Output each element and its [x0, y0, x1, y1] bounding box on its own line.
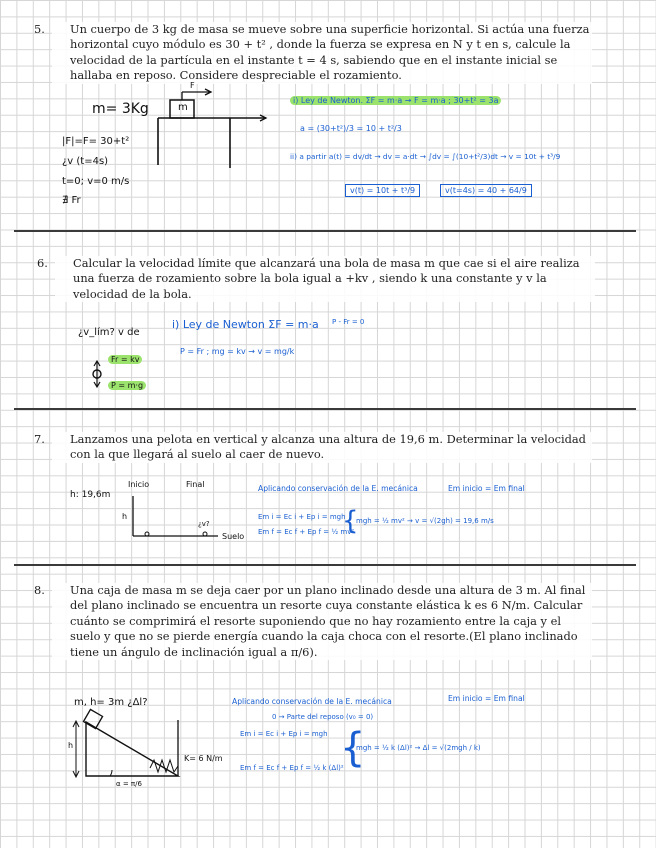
given-velocity: ¿v (t=4s) [62, 156, 109, 167]
p8-em-i: Em i = Ec i + Ep i = mgh [240, 730, 328, 738]
p8-result: mgh = ½ k (Δl)² → Δl = √(2mgh / k) [356, 744, 481, 752]
p7-title: Aplicando conservación de la E. mecánica [258, 484, 418, 493]
divider-2 [14, 408, 636, 410]
problem-number: 5. [34, 22, 45, 36]
incline [86, 722, 178, 776]
p5-result-1: v(t) = 10t + t³/9 [345, 184, 420, 197]
problem-text: Un cuerpo de 3 kg de masa se mueve sobre una superficie horizontal. Si actúa una fuerza horizontal cuyo módulo es 30 + t² , donde la fuerza se expresa en N y t en s, calcule la velocidad de la partícula en el instante t = 4 s, sabiendo que en el instante inicial se hallaba en reposo. Considere despreciable el rozamiento. [70, 22, 590, 83]
given-friction: ∄ Fr [62, 195, 81, 206]
problem-text: Lanzamos una pelota en vertical y alcanza una altura de 19,6 m. Determinar la velocidad con la que llegará al suelo al caer de nuevo. [70, 432, 586, 462]
problem-text: Calcular la velocidad límite que alcanzará una bola de masa m que cae si el aire realiza una fuerza de rozamiento sobre la bola igual a +kv , siendo k una constante y v la velocidad de la bola. [73, 256, 580, 301]
p8-k: K= 6 N/m [184, 754, 223, 763]
p8-title: Aplicando conservación de la E. mecánica [232, 697, 392, 706]
p8-rest: 0 → Parte del reposo (v₀ = 0) [272, 713, 374, 721]
p7-h-label: h [122, 512, 128, 521]
problem-number: 6. [37, 256, 48, 270]
p7-brace: { [342, 506, 359, 536]
p7-inicio: Inicio [128, 480, 150, 489]
ball [93, 370, 101, 378]
p7-em-f: Em f = Ec f + Ep f = ½ mv² [258, 528, 355, 536]
box-label: m [178, 102, 188, 113]
given-initial: t=0; v=0 m/s [62, 176, 130, 187]
p5-step-1b: a = (30+t²)/3 = 10 + t²/3 [300, 124, 402, 133]
p7-suelo: Suelo [222, 532, 245, 541]
p6-fr: Fr = kv [108, 355, 142, 364]
force-label: F [190, 81, 195, 90]
divider-3 [14, 564, 636, 566]
problem-text: Una caja de masa m se deja caer por un plano inclinado desde una altura de 3 m. Al final del plano inclinado se encuentra un resorte cuya constante elástica k es 6 N/m. Calcular cuánto se comprimirá el resorte suponiendo que no hay rozamiento entre la caja y el suelo y que no se pierde energía cuando la caja choca con el resorte.(El plano inclinado tiene un ángulo de inclinación igual a π/6). [70, 583, 586, 659]
p8-given: m, h= 3m ¿Δl? [74, 697, 148, 708]
p5-step-2: ii) a partir a(t) = dv/dt → dv = a·dt → ∫dv = ∫(10+t²/3)dt → v = 10t + t³/9 [290, 152, 561, 161]
problem-number: 8. [34, 583, 45, 597]
p8-alpha: α = π/6 [116, 780, 142, 788]
problem-number: 7. [34, 432, 45, 446]
p8-brace: { [340, 725, 366, 771]
problem-6 [37, 256, 595, 302]
problem-5 [34, 22, 592, 84]
spring [150, 760, 178, 772]
p8-h-label: h [68, 741, 74, 750]
p6-p: P = m·g [108, 381, 146, 390]
p7-em: Em inicio = Em final [448, 484, 525, 493]
p6-step-1: i) Ley de Newton ΣF = m·a [172, 318, 319, 331]
p7-result: mgh = ½ mv² → v = √(2gh) = 19,6 m/s [356, 517, 494, 525]
p8-em-f: Em f = Ec f + Ep f = ½ k (Δl)² [240, 764, 344, 772]
p6-ask: ¿v_lím? v de [78, 327, 140, 338]
p8-em: Em inicio = Em final [448, 694, 525, 703]
p7-height: h: 19,6m [70, 490, 111, 500]
p7-final: Final [186, 480, 205, 489]
problem-8 [34, 583, 592, 660]
p5-step-1: i) Ley de Newton. ΣF = m·a → F = m·a ; 30+t² = 3a [290, 96, 501, 105]
problem-7 [34, 432, 592, 463]
given-force: |F|=F= 30+t² [62, 136, 130, 147]
box-on-incline [83, 709, 102, 728]
p7-em-i: Em i = Ec i + Ep i = mgh [258, 513, 346, 521]
p6-step-2: P = Fr ; mg = kv → v = mg/k [180, 347, 295, 356]
p7-v-label: ¿v? [198, 520, 210, 528]
mass-note: m= 3Kg [92, 101, 149, 117]
p5-result-2: v(t=4s) = 40 + 64/9 [440, 184, 532, 197]
p6-cond: P - Fr = 0 [332, 318, 365, 326]
divider-1 [14, 230, 636, 232]
